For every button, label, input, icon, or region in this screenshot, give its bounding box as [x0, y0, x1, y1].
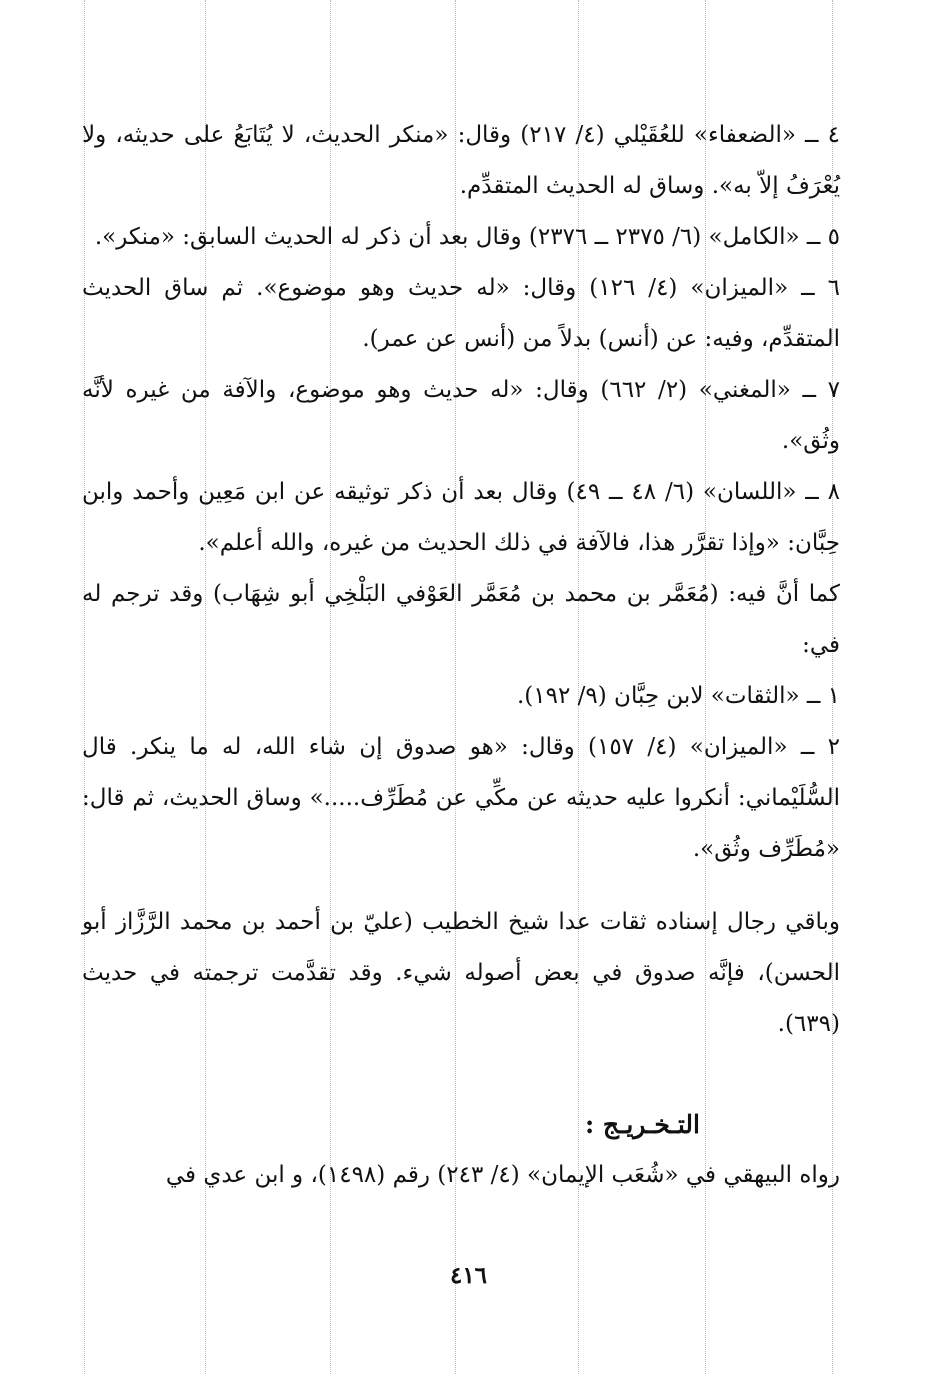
narrator-intro: كما أنَّ فيه: (مُعَمَّر بن محمد بن مُعَمَّر العَوْفي البَلْخِي أبو شِهَاب) وقد ترجم له في: — [82, 581, 840, 658]
main-text — [82, 110, 840, 1201]
remaining-narrators-paragraph: وباقي رجال إسناده ثقات عدا شيخ الخطيب (عليّ بن أحمد بن محمد الرَّزَّاز أبو الحسن)، فإنَّه صدوق في بعض أصوله شيء. وقد تقدَّمت ترجمته في حديث (٦٣٩). — [82, 909, 840, 1037]
footnote-entry: ٨ ــ «اللسان» (٦/ ٤٨ ــ ٤٩) وقال بعد أن ذكر توثيقه عن ابن مَعِين وأحمد وابن حِبَّان: «وإذا تقرَّر هذا، فالآفة في ذلك الحديث من غيره، والله أعلم». — [82, 479, 840, 556]
footnote-entry: ٥ ــ «الكامل» (٦/ ٢٣٧٥ ــ ٢٣٧٦) وقال بعد أن ذكر له الحديث السابق: «منكر». — [94, 224, 840, 250]
footnote-entry: ٧ ــ «المغني» (٢/ ٦٦٢) وقال: «له حديث وهو موضوع، والآفة من غيره لأنَّه وثُق». — [82, 377, 840, 454]
footnote-entry: ٢ ــ «الميزان» (٤/ ١٥٧) وقال: «هو صدوق إن شاء الله، له ما ينكر. قال السُّلَيْماني: أنكروا عليه حديثه عن مكِّي عن مُطَرِّف.....» وساق الحديث، ثم قال: «مُطَرِّف وثُق». — [82, 734, 840, 862]
takhrij-heading: التـخـريـج : — [584, 1110, 700, 1139]
footnote-entry: ١ ــ «الثقات» لابن حِبَّان (٩/ ١٩٢). — [516, 683, 840, 709]
takhrij-paragraph: رواه البيهقي في «شُعَب الإيمان» (٤/ ٢٤٣) رقم (١٤٩٨)، و ابن عدي في — [165, 1162, 840, 1188]
footnote-entry: ٦ ــ «الميزان» (٤/ ١٢٦) وقال: «له حديث وهو موضوع». ثم ساق الحديث المتقدِّم، وفيه: عن (أنس) بدلاً من (أنس عن عمر). — [82, 275, 840, 352]
footnote-entry: ٤ ــ «الضعفاء» للعُقَيْلي (٤/ ٢١٧) وقال: «منكر الحديث، لا يُتَابَعُ على حديثه، ولا يُعْرَفُ إلاّ به». وساق له الحديث المتقدِّم. — [82, 122, 841, 199]
page-number: ٤١٦ — [449, 1262, 488, 1289]
